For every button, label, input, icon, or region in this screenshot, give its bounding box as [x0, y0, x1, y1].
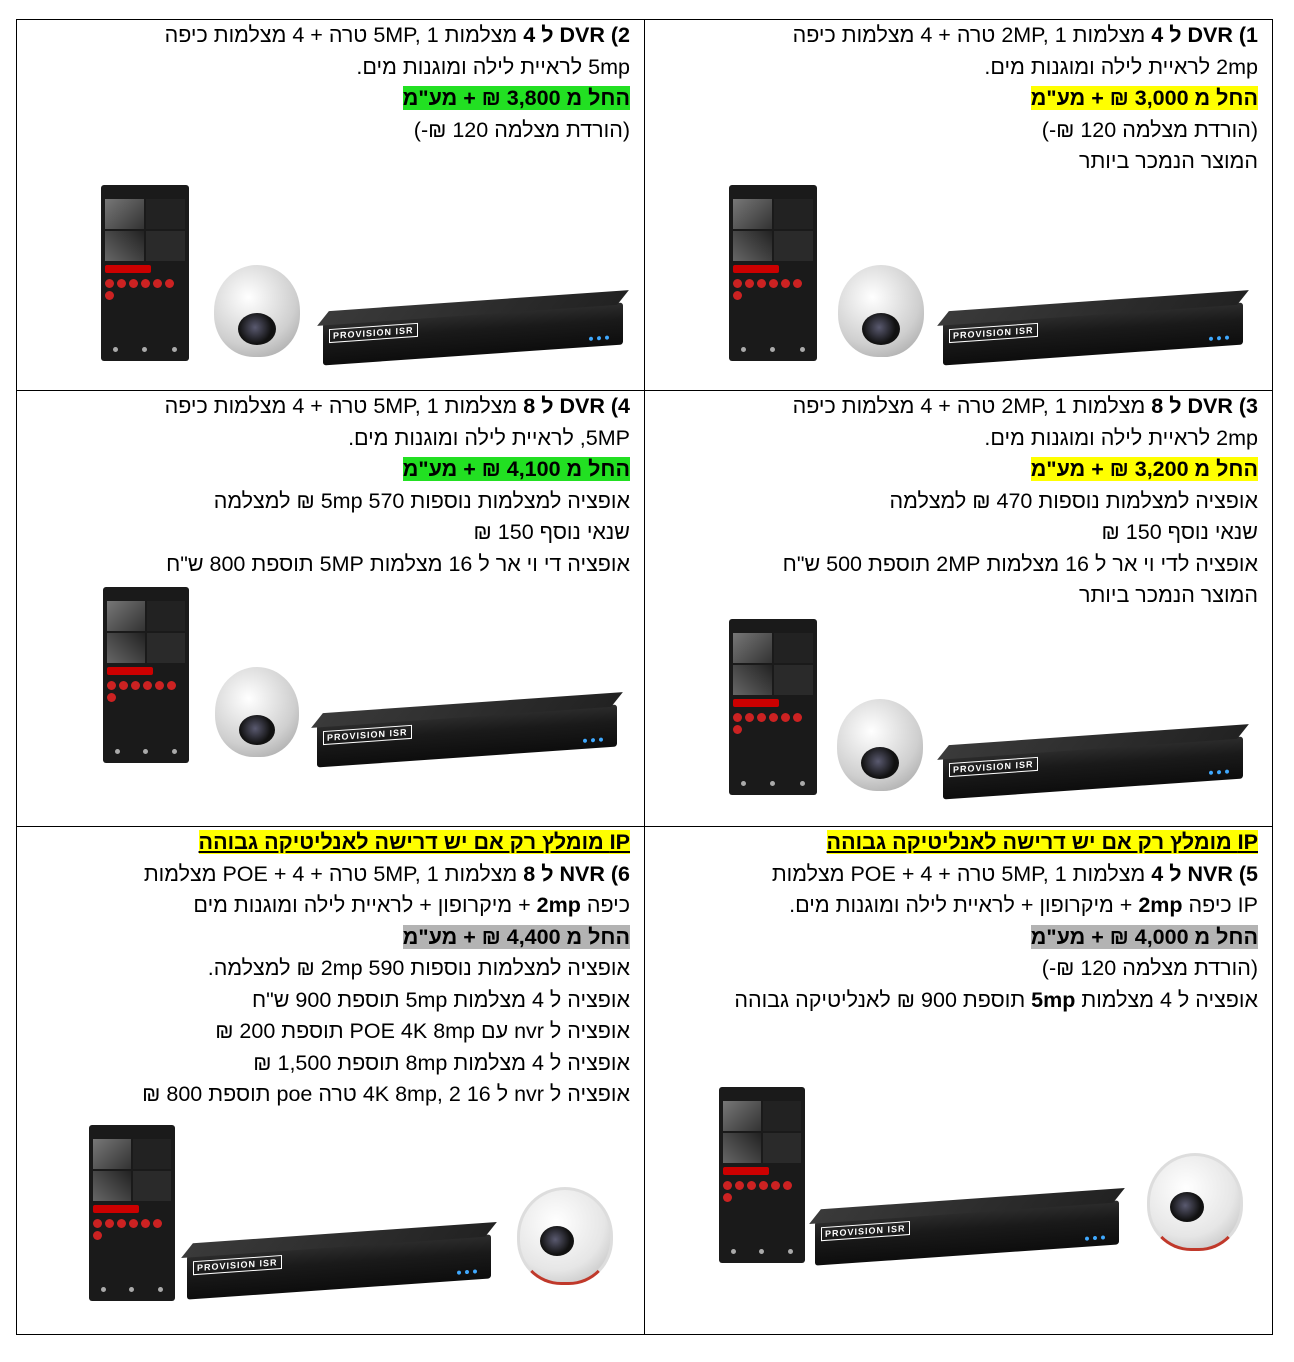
- text-span: אופציה למצלמות נוספות 5mp 570 ₪ למצלמה: [213, 488, 630, 513]
- text-span: + מיקרופון + לראיית לילה ומוגנות מים: [193, 893, 537, 917]
- text-line: [29, 890, 630, 922]
- text-line: [657, 115, 1258, 147]
- text-line: [657, 423, 1258, 455]
- text-span: שנאי נוסף 150 ₪: [473, 520, 630, 544]
- nvr-recorder-image: PROVISION ISR: [815, 1200, 1119, 1265]
- dome-camera-image: [215, 667, 299, 757]
- price-highlight: IP מומלץ רק אם יש דרישה לאנליטיקה גבוהה: [826, 830, 1258, 854]
- text-span: מצלמות 2MP, 1 טרה + 4 מצלמות כיפה: [792, 394, 1152, 418]
- text-span: 2mp: [536, 893, 581, 917]
- offer-cell-6: [17, 827, 645, 1335]
- text-line: [657, 486, 1258, 518]
- text-span: מצלמות 5MP, 1 טרה + 4 מצלמות כיפה: [164, 394, 524, 418]
- text-span: DVR ל 4: [523, 23, 605, 47]
- text-span: 2mp: [1138, 893, 1183, 917]
- text-span: 4): [604, 394, 630, 418]
- text-span: NVR ל 8: [523, 861, 605, 886]
- text-span: 1): [1232, 23, 1258, 47]
- text-span: 6): [604, 861, 630, 886]
- text-line: [29, 454, 630, 486]
- text-line: [657, 985, 1258, 1017]
- price-highlight: החל מ 4,100 ₪ + מע"מ: [402, 457, 630, 481]
- price-highlight: החל מ 4,000 ₪ + מע"מ: [1030, 924, 1258, 949]
- text-line: [29, 1048, 630, 1080]
- text-line: [29, 1016, 630, 1048]
- offer-text: [29, 391, 630, 580]
- text-span: אופציה ל 4 מצלמות: [1075, 987, 1258, 1012]
- phone-app-image: [729, 185, 817, 361]
- dome-camera-image: [838, 265, 924, 357]
- text-span: 5MP, לראיית לילה ומוגנות מים.: [348, 425, 630, 450]
- text-line: [657, 517, 1258, 549]
- text-line: [29, 985, 630, 1017]
- offer-text: [29, 20, 630, 146]
- text-span: אופציה ל nvr ל 16 4K 8mp, 2 טרה poe תוספת 800 ₪: [142, 1082, 630, 1106]
- text-line: [657, 827, 1258, 859]
- text-span: אופציה ל nvr עם POE 4K 8mp תוספת 200 ₪: [215, 1019, 630, 1043]
- text-span: IP כיפה: [1182, 893, 1258, 917]
- product-images: [719, 1087, 1279, 1277]
- price-highlight: החל מ 4,400 ₪ + מע"מ: [402, 924, 630, 949]
- text-span: DVR ל 8: [523, 394, 605, 418]
- text-span: כיפה: [580, 893, 630, 917]
- offer-cell-3: [645, 391, 1273, 827]
- text-span: מצלמות 5MP, 1 טרה + POE + 4 מצלמות: [771, 861, 1152, 886]
- text-span: מצלמות 5MP, 1 טרה + POE + 4 מצלמות: [143, 861, 524, 886]
- product-images: [89, 1125, 649, 1315]
- offer-cell-2: [17, 20, 645, 391]
- text-span: אופציה ל 4 מצלמות 5mp תוספת 900 ש"ח: [251, 987, 630, 1012]
- offer-text: [657, 391, 1258, 612]
- product-images: [729, 619, 1269, 809]
- text-line: [29, 922, 630, 954]
- price-highlight: IP מומלץ רק אם יש דרישה לאנליטיקה גבוהה: [198, 830, 630, 854]
- text-line: [657, 580, 1258, 612]
- offer-cell-1: [645, 20, 1273, 391]
- price-highlight: החל מ 3,800 ₪ + מע"מ: [402, 86, 630, 110]
- text-span: אופציה למצלמות נוספות 2mp 590 ₪ למצלמה.: [207, 956, 630, 980]
- dvr-recorder-image: PROVISION ISR: [943, 737, 1243, 800]
- text-line: [657, 20, 1258, 52]
- phone-app-image: [729, 619, 817, 795]
- text-span: DVR ל 4: [1151, 23, 1233, 47]
- text-span: (הורדת מצלמה 120 ₪-): [1041, 117, 1258, 142]
- phone-app-image: [719, 1087, 805, 1263]
- text-line: [29, 83, 630, 115]
- text-span: 5): [1232, 861, 1258, 886]
- dvr-recorder-image: PROVISION ISR: [943, 303, 1243, 366]
- text-span: 2mp לראיית לילה ומוגנות מים.: [984, 425, 1258, 450]
- text-span: 5mp: [1031, 987, 1076, 1012]
- text-line: [29, 486, 630, 518]
- text-line: [29, 549, 630, 581]
- nvr-recorder-image: PROVISION ISR: [187, 1234, 491, 1299]
- product-images: [103, 587, 643, 777]
- text-span: NVR ל 4: [1151, 861, 1233, 886]
- text-span: אופציה למצלמות נוספות 470 ₪ למצלמה: [889, 488, 1258, 513]
- text-line: [657, 454, 1258, 486]
- text-span: המוצר הנמכר ביותר: [1078, 149, 1258, 173]
- dvr-recorder-image: PROVISION ISR: [323, 303, 623, 366]
- text-span: + מיקרופון + לראיית לילה ומוגנות מים.: [789, 893, 1139, 917]
- text-line: [29, 391, 630, 423]
- text-line: [657, 922, 1258, 954]
- text-span: תוספת 900 ₪ לאנליטיקה גבוהה: [734, 987, 1032, 1012]
- text-span: (הורדת מצלמה 120 ₪-): [413, 117, 630, 142]
- text-span: אופציה לדי וי אר ל 16 מצלמות 2MP תוספת 500 ש"ח: [782, 551, 1258, 576]
- offer-text: [29, 827, 630, 1111]
- product-images: [729, 185, 1269, 375]
- price-highlight: החל מ 3,000 ₪ + מע"מ: [1030, 86, 1258, 110]
- product-images: [101, 185, 661, 375]
- offer-text: [657, 827, 1258, 1016]
- turret-camera-image: [1147, 1153, 1243, 1251]
- dome-camera-image: [214, 265, 300, 357]
- text-span: מצלמות 5MP, 1 טרה + 4 מצלמות כיפה: [164, 23, 524, 47]
- text-span: 3): [1232, 394, 1258, 418]
- text-line: [29, 953, 630, 985]
- dvr-recorder-image: PROVISION ISR: [317, 705, 617, 768]
- text-line: [657, 52, 1258, 84]
- text-line: [29, 859, 630, 891]
- text-span: אופציה די וי אר ל 16 מצלמות 5MP תוספת 800 ש"ח: [166, 551, 630, 576]
- text-line: [29, 20, 630, 52]
- text-span: מצלמות 2MP, 1 טרה + 4 מצלמות כיפה: [792, 23, 1152, 47]
- offer-cell-4: [17, 391, 645, 827]
- offer-text: [657, 20, 1258, 178]
- text-span: אופציה ל 4 מצלמות 8mp תוספת 1,500 ₪: [253, 1050, 630, 1075]
- price-highlight: החל מ 3,200 ₪ + מע"מ: [1030, 457, 1258, 481]
- text-span: 2): [604, 23, 630, 47]
- text-line: [29, 1079, 630, 1111]
- phone-app-image: [89, 1125, 175, 1301]
- text-line: [657, 146, 1258, 178]
- dome-camera-image: [837, 699, 923, 791]
- phone-app-image: [103, 587, 189, 763]
- phone-app-image: [101, 185, 189, 361]
- text-line: [29, 115, 630, 147]
- text-line: [29, 827, 630, 859]
- text-line: [657, 953, 1258, 985]
- text-line: [657, 890, 1258, 922]
- text-span: 5mp לראיית לילה ומוגנות מים.: [356, 54, 630, 79]
- offers-table: [16, 19, 1273, 1335]
- text-span: 2mp לראיית לילה ומוגנות מים.: [984, 54, 1258, 79]
- text-line: [657, 391, 1258, 423]
- text-line: [657, 83, 1258, 115]
- text-span: המוצר הנמכר ביותר: [1078, 583, 1258, 607]
- text-line: [29, 423, 630, 455]
- turret-camera-image: [517, 1187, 613, 1285]
- text-line: [29, 52, 630, 84]
- text-span: שנאי נוסף 150 ₪: [1101, 520, 1258, 544]
- offer-cell-5: [645, 827, 1273, 1335]
- text-line: [657, 859, 1258, 891]
- text-line: [29, 517, 630, 549]
- text-span: DVR ל 8: [1151, 394, 1233, 418]
- text-span: (הורדת מצלמה 120 ₪-): [1041, 956, 1258, 980]
- text-line: [657, 549, 1258, 581]
